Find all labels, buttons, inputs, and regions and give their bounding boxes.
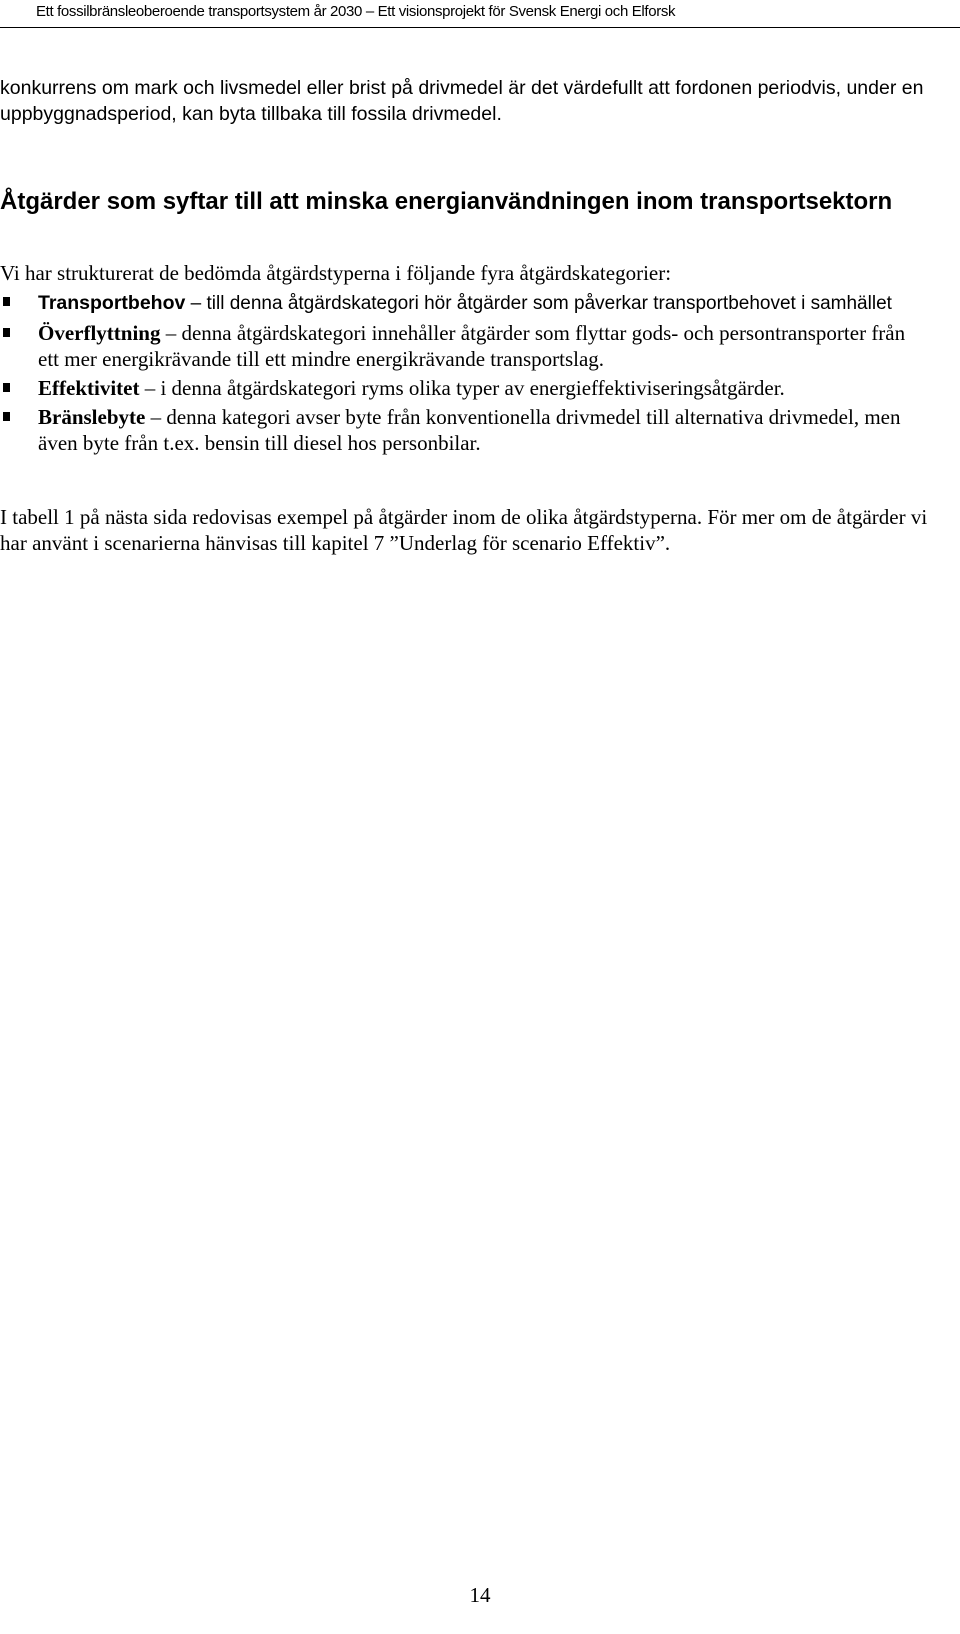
list-item-transportbehov — [0, 289, 930, 317]
square-bullet-icon — [3, 412, 10, 421]
square-bullet-icon — [3, 297, 10, 306]
list-item-effektivitet — [0, 375, 930, 401]
header-rule — [0, 27, 960, 28]
list-item-description: – i denna åtgärdskategori ryms olika typer av energieffektiviseringsåtgärder. — [139, 376, 785, 400]
list-item-branslebyte — [0, 404, 930, 456]
list-item-description: – denna kategori avser byte från konventionella drivmedel till alternativa drivmedel, men även byte från t.ex. bensin till diesel hos personbilar. — [38, 405, 901, 455]
list-item-term: Överflyttning — [38, 321, 161, 345]
section-heading: Åtgärder som syftar till att minska energianvändningen inom transportsektorn — [0, 188, 893, 215]
running-header: Ett fossilbränsleoberoende transportsystem år 2030 – Ett visionsprojekt för Svensk Energi och Elforsk — [36, 3, 676, 20]
list-item-overflyttning — [0, 320, 930, 372]
list-item-term: Bränslebyte — [38, 405, 146, 429]
intro-paragraph: konkurrens om mark och livsmedel eller brist på drivmedel är det värdefullt att fordonen periodvis, under en uppbyggnadsperiod, kan byta tillbaka till fossila drivmedel. — [0, 77, 924, 125]
closing-paragraph: I tabell 1 på nästa sida redovisas exempel på åtgärder inom de olika åtgärdstyperna. För mer om de åtgärder vi har använt i scenarierna hänvisas till kapitel 7 ”Underlag för scenario Effektiv”. — [0, 505, 928, 555]
list-item-term: Effektivitet — [38, 376, 140, 400]
list-item-description: – till denna åtgärdskategori hör åtgärder som påverkar transportbehovet i samhället — [185, 293, 892, 314]
section-lead: Vi har strukturerat de bedömda åtgärdstyperna i följande fyra åtgärdskategorier: — [0, 261, 672, 285]
page-number: 14 — [469, 1583, 491, 1607]
list-item-description: – denna åtgärdskategori innehåller åtgärder som flyttar gods- och persontransporter från ett mer energikrävande till ett mindre energikrävande transportslag. — [38, 321, 906, 371]
list-item-term: Transportbehov — [38, 292, 186, 314]
square-bullet-icon — [3, 383, 10, 392]
category-list — [0, 289, 930, 459]
square-bullet-icon — [3, 328, 10, 337]
